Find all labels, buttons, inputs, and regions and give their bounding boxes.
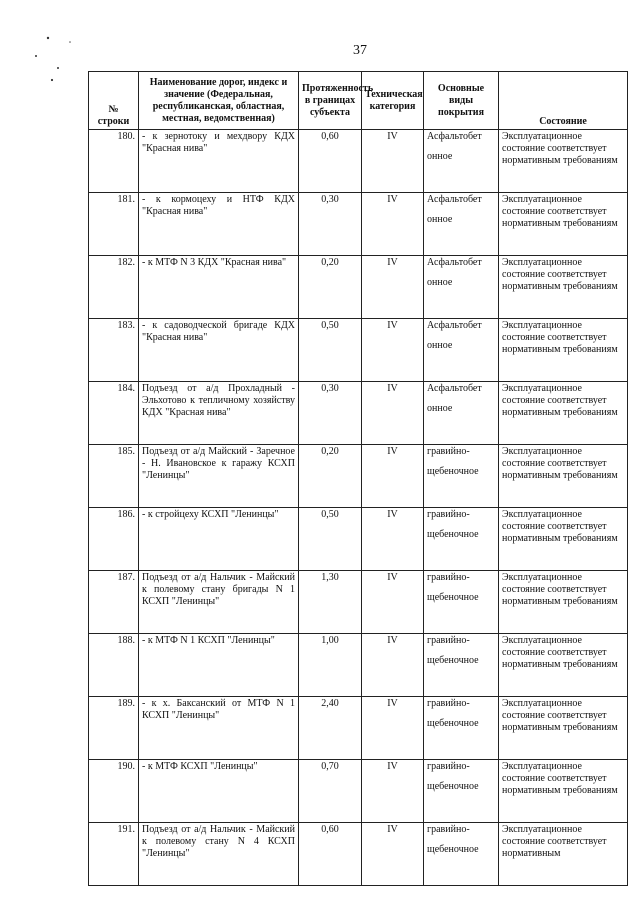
road-name: - к кормоцеху и НТФ КДХ "Красная нива" [139,193,299,256]
coverage-line-2: щебеночное [427,781,479,792]
coverage-line-1: гравийно- [427,446,470,457]
road-category: IV [362,382,424,445]
road-name: - к стройцеху КСХП "Ленинцы" [139,508,299,571]
coverage-line-2: щебеночное [427,844,479,855]
table-row [89,382,628,445]
roads-table [88,71,628,886]
header-coverage: Основные виды покрытия [424,72,499,130]
road-coverage [424,634,499,697]
road-coverage [424,445,499,508]
road-length: 0,50 [299,508,362,571]
road-length: 0,70 [299,760,362,823]
road-length: 0,30 [299,193,362,256]
road-name: - к МТФ N 3 КДХ "Красная нива" [139,256,299,319]
road-length: 0,50 [299,319,362,382]
coverage-line-2: онное [427,214,453,225]
coverage-line-1: гравийно- [427,698,470,709]
table-row [89,256,628,319]
road-condition: Эксплуатационное состояние соответствует нормативным требованиям [499,634,628,697]
table-row [89,571,628,634]
road-category: IV [362,256,424,319]
road-category: IV [362,445,424,508]
coverage-line-2: щебеночное [427,592,479,603]
road-condition: Эксплуатационное состояние соответствует нормативным требованиям [499,445,628,508]
table-row [89,319,628,382]
road-length: 2,40 [299,697,362,760]
coverage-line-1: Асфальтобет [427,320,482,331]
table-row [89,193,628,256]
page-number: 37 [353,43,367,58]
road-name: Подъезд от а/д Майский - Заречное - Н. Ивановское к гаражу КСХП "Ленинцы" [139,445,299,508]
coverage-line-1: гравийно- [427,635,470,646]
table-row [89,508,628,571]
road-name: Подъезд от а/д Нальчик - Майский к полевому стану бригады N 1 КСХП "Ленинцы" [139,571,299,634]
header-category: Техническая категория [362,72,424,130]
road-condition: Эксплуатационное состояние соответствует нормативным требованиям [499,508,628,571]
coverage-line-2: онное [427,277,453,288]
road-length: 0,20 [299,256,362,319]
table-row [89,823,628,886]
road-coverage [424,823,499,886]
table-header-row [89,72,628,130]
row-number: 187. [89,571,139,634]
header-row-number: № строки [89,72,139,130]
header-road-name: Наименование дорог, индекс и значение (Федеральная, республиканская, областная, местная, ведомственная) [139,72,299,130]
coverage-line-1: гравийно- [427,824,470,835]
row-number: 183. [89,319,139,382]
road-category: IV [362,508,424,571]
road-category: IV [362,697,424,760]
header-condition: Состояние [499,72,628,130]
road-length: 0,20 [299,445,362,508]
row-number: 188. [89,634,139,697]
road-name: - к зернотоку и мехдвору КДХ "Красная нива" [139,130,299,193]
road-condition: Эксплуатационное состояние соответствует нормативным требованиям [499,760,628,823]
coverage-line-1: Асфальтобет [427,257,482,268]
coverage-line-1: Асфальтобет [427,194,482,205]
coverage-line-1: Асфальтобет [427,131,482,142]
road-category: IV [362,130,424,193]
road-coverage [424,571,499,634]
road-name: Подъезд от а/д Нальчик - Майский к полевому стану N 4 КСХП "Ленинцы" [139,823,299,886]
coverage-line-1: гравийно- [427,761,470,772]
row-number: 190. [89,760,139,823]
road-coverage [424,508,499,571]
road-name: Подъезд от а/д Прохладный - Эльхотово к тепличному хозяйству КДХ "Красная нива" [139,382,299,445]
table-row [89,760,628,823]
road-category: IV [362,760,424,823]
road-name: - к МТФ КСХП "Ленинцы" [139,760,299,823]
road-category: IV [362,571,424,634]
row-number: 186. [89,508,139,571]
road-category: IV [362,634,424,697]
road-name: - к садоводческой бригаде КДХ "Красная нива" [139,319,299,382]
road-name: - к МТФ N 1 КСХП "Ленинцы" [139,634,299,697]
road-condition: Эксплуатационное состояние соответствует нормативным требованиям [499,382,628,445]
coverage-line-2: онное [427,151,453,162]
road-length: 0,60 [299,823,362,886]
road-coverage [424,382,499,445]
road-coverage [424,760,499,823]
coverage-line-2: онное [427,340,453,351]
road-coverage [424,256,499,319]
table-row [89,634,628,697]
road-length: 0,30 [299,382,362,445]
table-row [89,445,628,508]
road-coverage [424,697,499,760]
table-body [89,130,628,886]
table-row [89,697,628,760]
road-category: IV [362,823,424,886]
coverage-line-1: гравийно- [427,509,470,520]
road-name: - к х. Баксанский от МТФ N 1 КСХП "Ленинцы" [139,697,299,760]
road-condition: Эксплуатационное состояние соответствует нормативным требованиям [499,130,628,193]
road-condition: Эксплуатационное состояние соответствует нормативным [499,823,628,886]
row-number: 182. [89,256,139,319]
row-number: 184. [89,382,139,445]
row-number: 181. [89,193,139,256]
row-number: 185. [89,445,139,508]
road-length: 1,30 [299,571,362,634]
road-condition: Эксплуатационное состояние соответствует нормативным требованиям [499,256,628,319]
road-category: IV [362,319,424,382]
coverage-line-2: щебеночное [427,466,479,477]
road-condition: Эксплуатационное состояние соответствует нормативным требованиям [499,571,628,634]
row-number: 191. [89,823,139,886]
coverage-line-1: гравийно- [427,572,470,583]
row-number: 180. [89,130,139,193]
coverage-line-2: щебеночное [427,529,479,540]
coverage-line-2: щебеночное [427,655,479,666]
road-length: 0,60 [299,130,362,193]
road-condition: Эксплуатационное состояние соответствует нормативным требованиям [499,697,628,760]
table-row [89,130,628,193]
road-condition: Эксплуатационное состояние соответствует нормативным требованиям [499,193,628,256]
coverage-line-2: онное [427,403,453,414]
row-number: 189. [89,697,139,760]
road-category: IV [362,193,424,256]
coverage-line-2: щебеночное [427,718,479,729]
coverage-line-1: Асфальтобет [427,383,482,394]
road-length: 1,00 [299,634,362,697]
header-length: Протяженность в границах субъекта [299,72,362,130]
road-coverage [424,130,499,193]
road-coverage [424,319,499,382]
road-condition: Эксплуатационное состояние соответствует нормативным требованиям [499,319,628,382]
road-coverage [424,193,499,256]
